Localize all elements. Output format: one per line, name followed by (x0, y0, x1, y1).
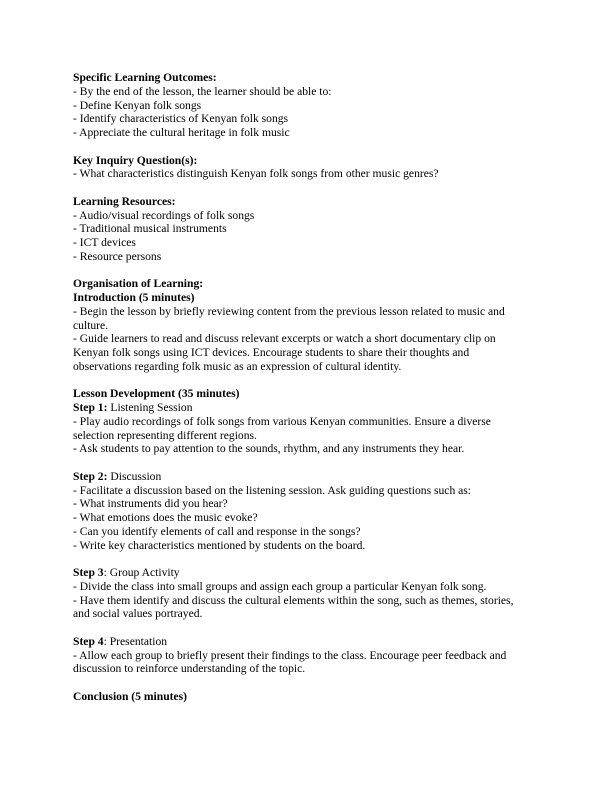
outcome-line: - By the end of the lesson, the learner should be able to: (73, 84, 332, 98)
introduction-line: observations regarding folk music as an expression of cultural identity. (73, 359, 402, 373)
step-2-line: - Can you identify elements of call and response in the songs? (73, 524, 361, 538)
key-inquiry-section (73, 154, 533, 182)
step-2-name: Discussion (107, 469, 162, 483)
introduction-line: - Begin the lesson by briefly reviewing content from the previous lesson related to music and (73, 304, 505, 318)
outcome-line: - Identify characteristics of Kenyan folk songs (73, 112, 289, 126)
introduction-line: Kenyan folk songs using ICT devices. Encourage students to share their thoughts and (73, 346, 470, 359)
introduction-line: - Guide learners to read and discuss relevant excerpts or watch a short documentary clip on (73, 332, 496, 346)
step-3-name: : Group Activity (103, 566, 180, 579)
step-1-line: selection representing different regions. (73, 428, 257, 442)
step-2-section (73, 470, 533, 553)
specific-outcomes-section (73, 71, 533, 140)
lesson-development-heading: Lesson Development (35 minutes) (73, 387, 240, 401)
resource-item: - ICT devices (73, 236, 136, 249)
step-1-title (73, 401, 533, 415)
specific-outcomes-heading: Specific Learning Outcomes: (73, 71, 217, 84)
outcome-line: - Appreciate the cultural heritage in folk music (73, 126, 290, 139)
step-3-title (73, 566, 533, 580)
resource-item: - Resource persons (73, 249, 162, 263)
key-inquiry-heading: Key Inquiry Question(s): (73, 153, 198, 167)
learning-resources-section (73, 195, 533, 264)
step-2-title (73, 470, 533, 484)
step-3-line: and social values portrayed. (73, 607, 203, 621)
step-1-line: - Play audio recordings of folk songs from various Kenyan communities. Ensure a diverse (73, 414, 491, 428)
step-3-line: - Have them identify and discuss the cultural elements within the song, such as themes, stories, (73, 593, 514, 607)
step-4-line: discussion to reinforce understanding of the topic. (73, 662, 306, 676)
step-2-line: - What emotions does the music evoke? (73, 511, 258, 524)
step-4-label: Step 4 (73, 634, 104, 648)
step-3-label: Step 3 (73, 566, 104, 579)
outcome-line: - Define Kenyan folk songs (73, 98, 202, 112)
organisation-heading: Organisation of Learning: (73, 277, 204, 291)
resource-item: - Audio/visual recordings of folk songs (73, 208, 255, 222)
step-3-line: - Divide the class into small groups and assign each group a particular Kenyan folk song. (73, 579, 487, 593)
step-4-title (73, 635, 533, 649)
step-1-label: Step 1: (73, 401, 108, 414)
step-2-line: - Facilitate a discussion based on the listening session. Ask guiding questions such as: (73, 483, 472, 497)
step-1-name: Listening Session (107, 401, 193, 414)
conclusion-heading: Conclusion (5 minutes) (73, 689, 188, 703)
resource-item: - Traditional musical instruments (73, 222, 227, 236)
step-3-section (73, 566, 533, 621)
introduction-line: culture. (73, 318, 109, 332)
lesson-development-section (73, 387, 533, 456)
step-2-line: - What instruments did you hear? (73, 497, 228, 511)
organisation-section (73, 277, 533, 373)
conclusion-section (73, 690, 533, 704)
inquiry-question: - What characteristics distinguish Kenyan folk songs from other music genres? (73, 167, 439, 181)
step-2-line: - Write key characteristics mentioned by students on the board. (73, 538, 366, 552)
introduction-heading: Introduction (5 minutes) (73, 291, 195, 304)
step-1-line: - Ask students to pay attention to the sounds, rhythm, and any instruments they hear. (73, 442, 465, 456)
document-page (73, 71, 533, 717)
step-2-label: Step 2: (73, 469, 108, 483)
learning-resources-heading: Learning Resources: (73, 194, 176, 208)
step-4-line: - Allow each group to briefly present their findings to the class. Encourage peer feedback and (73, 648, 507, 662)
step-4-name: : Presentation (103, 634, 168, 648)
step-4-section (73, 635, 533, 676)
